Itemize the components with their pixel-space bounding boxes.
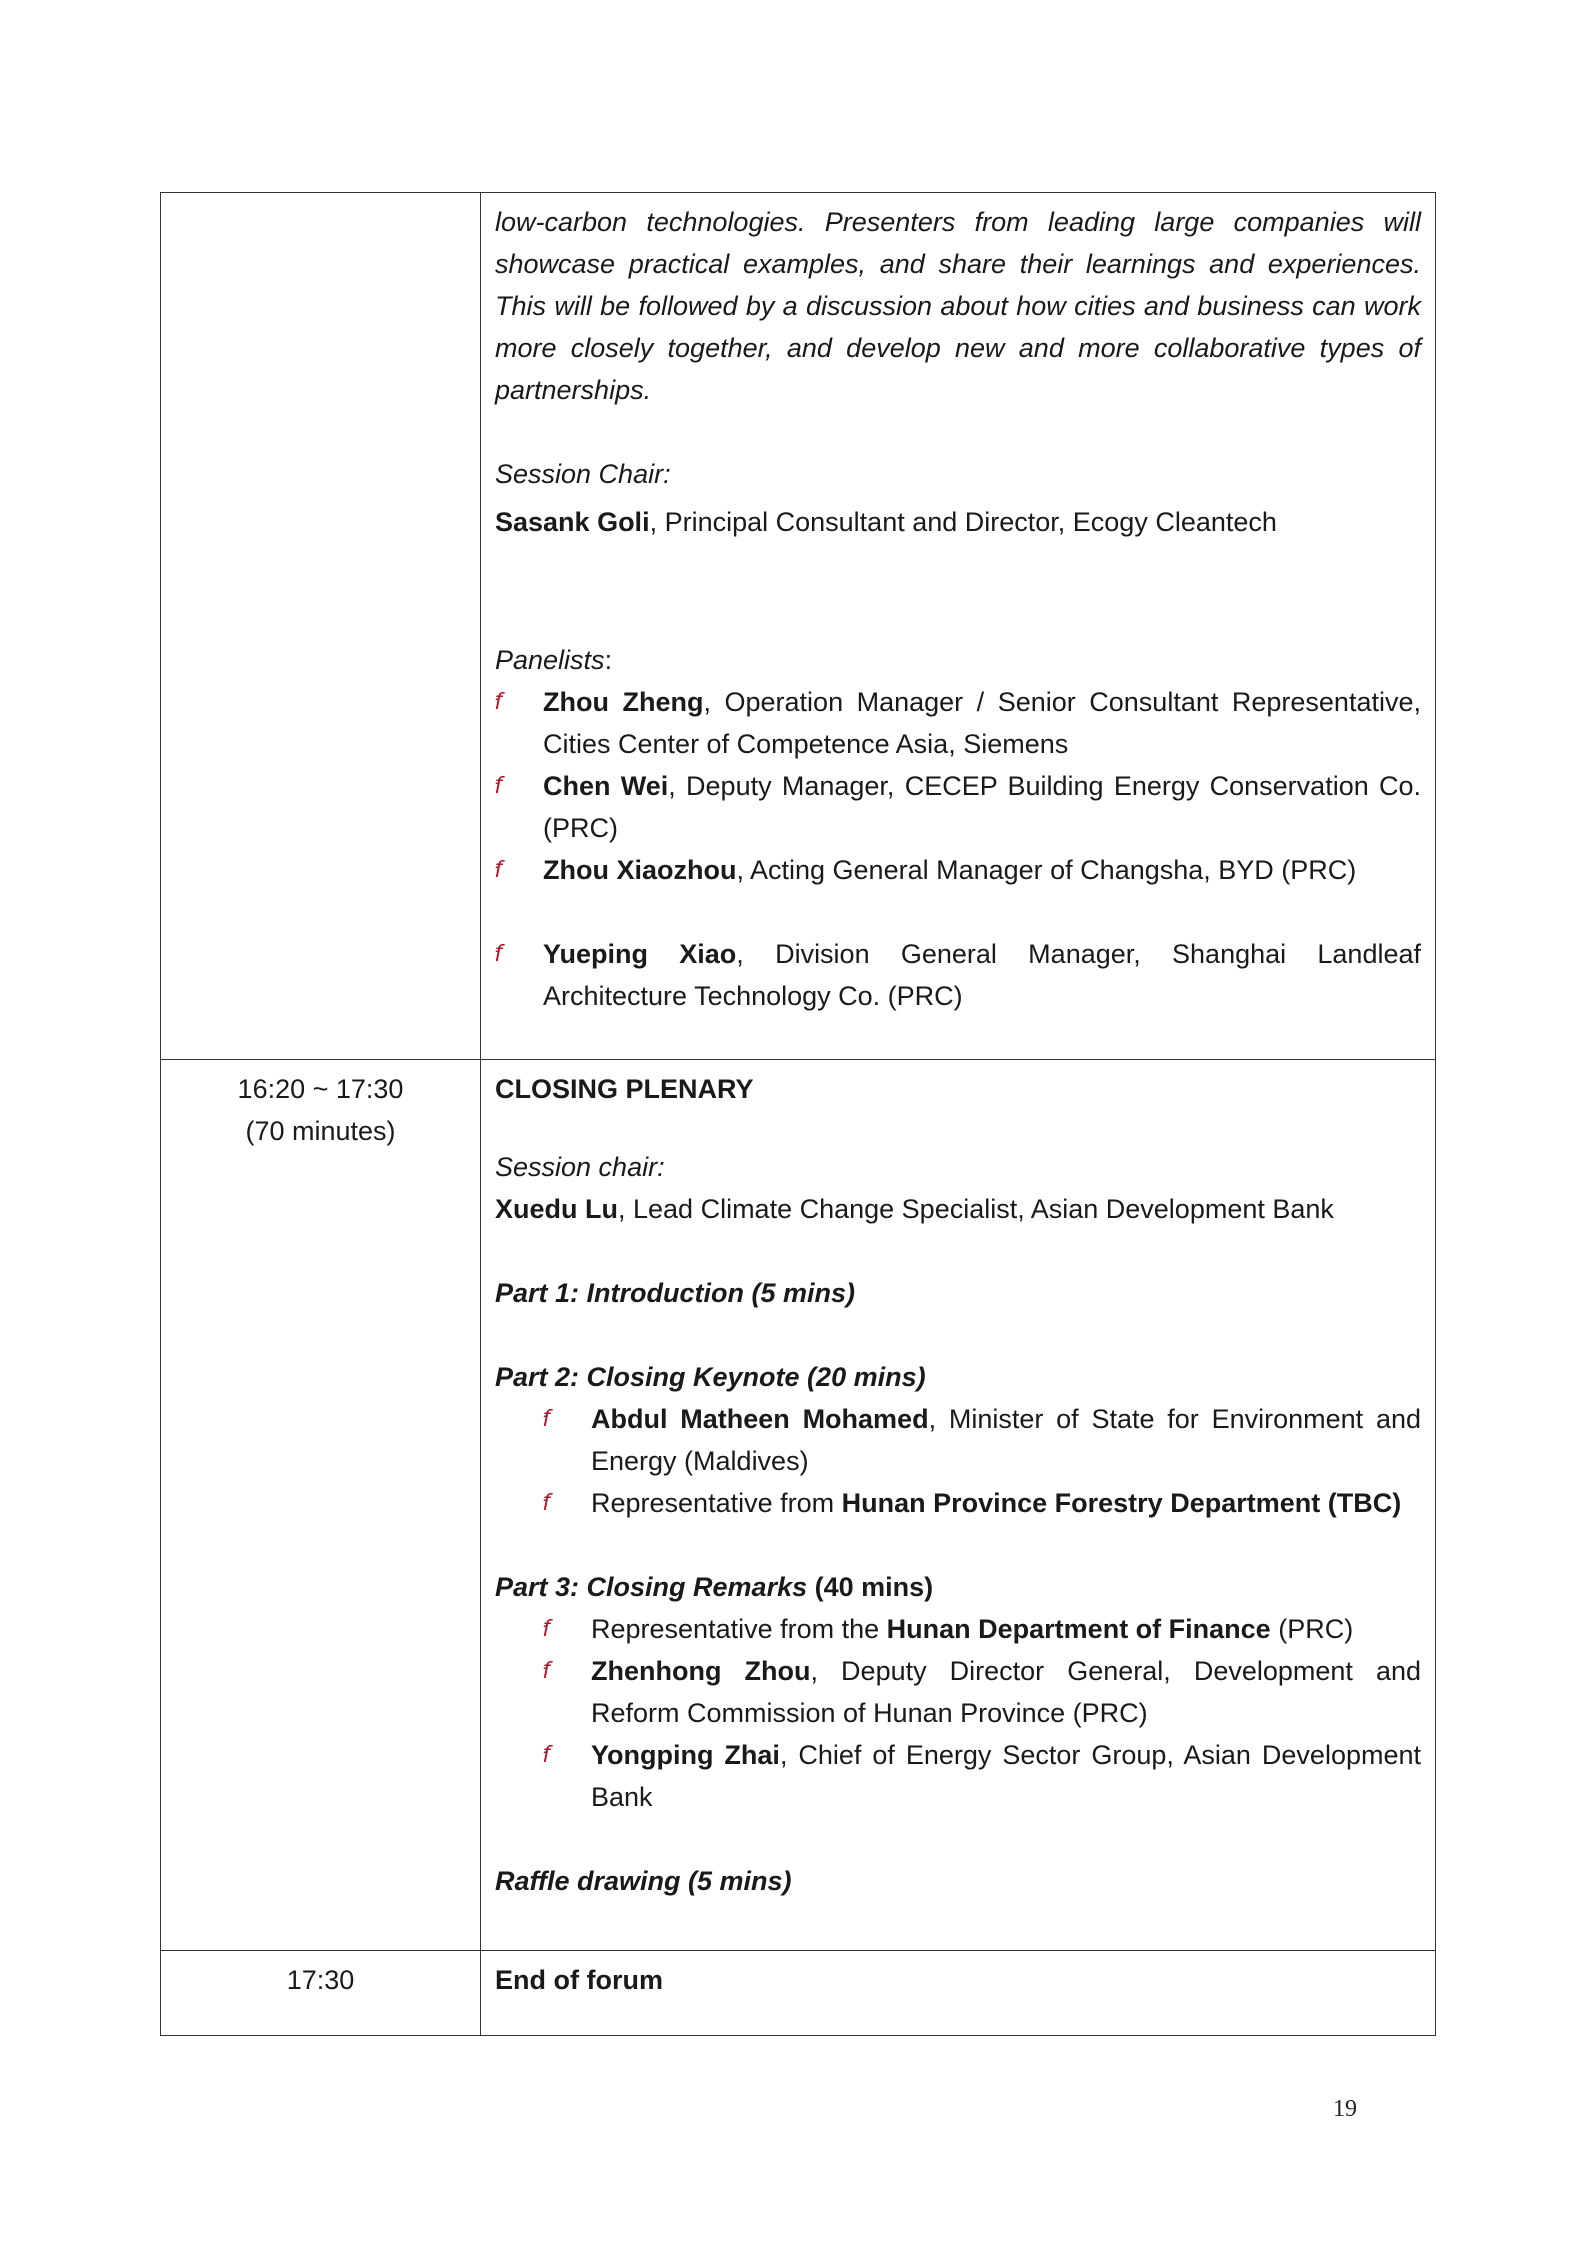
- duration: (70 minutes): [245, 1116, 396, 1146]
- ornamental-bullet-icon: ẝ: [543, 1490, 551, 1515]
- ornamental-bullet-icon: ẝ: [543, 1616, 551, 1641]
- session-description: low-carbon technologies. Presenters from leading large companies will showcase practical examples, and share their learnings and experiences. This will be followed by a discussion about how cities and business can work more closely together, and develop new and more collaborative types of partnerships.: [495, 207, 1421, 405]
- part2-heading: Part 2: Closing Keynote (20 mins): [495, 1362, 926, 1392]
- session-chair: [495, 501, 1421, 543]
- session-chair-label: Session Chair:: [495, 459, 671, 489]
- content-cell: [481, 1951, 1436, 2036]
- agenda-table: [160, 192, 1436, 2036]
- time-range: 16:20 ~ 17:30: [237, 1074, 404, 1104]
- list-item: ẝ Representative from Hunan Province Forestry Department (TBC): [543, 1482, 1421, 1524]
- raffle-heading: Raffle drawing (5 mins): [495, 1866, 792, 1896]
- panelists-label: Panelists:: [495, 645, 613, 675]
- panelist-role: , Division General Manager, Shanghai Landleaf Architecture Technology Co. (PRC): [543, 939, 1421, 1011]
- ornamental-bullet-icon: ẝ: [543, 1742, 551, 1767]
- panelist-role: , Deputy Manager, CECEP Building Energy Conservation Co. (PRC): [543, 771, 1422, 843]
- chair-name: Sasank Goli: [495, 507, 650, 537]
- chair-role: , Lead Climate Change Specialist, Asian Development Bank: [618, 1194, 1334, 1224]
- ornamental-bullet-icon: ẝ: [495, 941, 503, 966]
- keynote-list: [543, 1398, 1421, 1524]
- part1-heading: Part 1: Introduction (5 mins): [495, 1278, 856, 1308]
- list-item: ẝ Abdul Matheen Mohamed, Minister of State for Environment and Energy (Maldives): [543, 1398, 1421, 1482]
- part3-heading: Part 3: Closing Remarks (40 mins): [495, 1572, 934, 1602]
- panelist-name: Yueping Xiao: [543, 939, 737, 969]
- list-item: ẝ Representative from the Hunan Department of Finance (PRC): [543, 1608, 1421, 1650]
- list-item: [495, 849, 1421, 891]
- panelist-list: [495, 681, 1421, 1017]
- list-item: [495, 933, 1421, 1017]
- time-cell: [161, 193, 481, 1060]
- panelist-role: , Acting General Manager of Changsha, BYD (PRC): [736, 855, 1357, 885]
- agenda-row-panel: [161, 193, 1436, 1060]
- panelist-name: Chen Wei: [543, 771, 669, 801]
- list-item: ẝ Zhenhong Zhou, Deputy Director General, Development and Reform Commission of Hunan Province (PRC): [543, 1650, 1421, 1734]
- content-cell: [481, 1060, 1436, 1951]
- closing-remarks-list: [543, 1608, 1421, 1818]
- ornamental-bullet-icon: ẝ: [543, 1406, 551, 1431]
- panelist-name: Zhou Xiaozhou: [543, 855, 737, 885]
- content-cell: [481, 193, 1436, 1060]
- session-title: End of forum: [495, 1965, 663, 1995]
- agenda-row-end: [161, 1951, 1436, 2036]
- session-chair: [495, 1188, 1421, 1230]
- page-number: 19: [1333, 2096, 1357, 2122]
- panelist-name: Zhou Zheng: [543, 687, 704, 717]
- ornamental-bullet-icon: ẝ: [543, 1658, 551, 1683]
- time-cell: [161, 1060, 481, 1951]
- session-chair-label: Session chair:: [495, 1152, 665, 1182]
- agenda-row-closing-plenary: [161, 1060, 1436, 1951]
- chair-role: , Principal Consultant and Director, Ecogy Cleantech: [649, 507, 1277, 537]
- time-text: 17:30: [286, 1965, 355, 1995]
- session-title: CLOSING PLENARY: [495, 1074, 754, 1104]
- list-item: [495, 681, 1421, 765]
- time-cell: [161, 1951, 481, 2036]
- ornamental-bullet-icon: ẝ: [495, 773, 503, 798]
- list-item: ẝ Yongping Zhai, Chief of Energy Sector Group, Asian Development Bank: [543, 1734, 1421, 1818]
- panelist-role: , Operation Manager / Senior Consultant Representative, Cities Center of Competence Asia, Siemens: [543, 687, 1421, 759]
- ornamental-bullet-icon: ẝ: [495, 857, 503, 882]
- list-item: [495, 765, 1421, 849]
- ornamental-bullet-icon: ẝ: [495, 689, 503, 714]
- chair-name: Xuedu Lu: [495, 1194, 618, 1224]
